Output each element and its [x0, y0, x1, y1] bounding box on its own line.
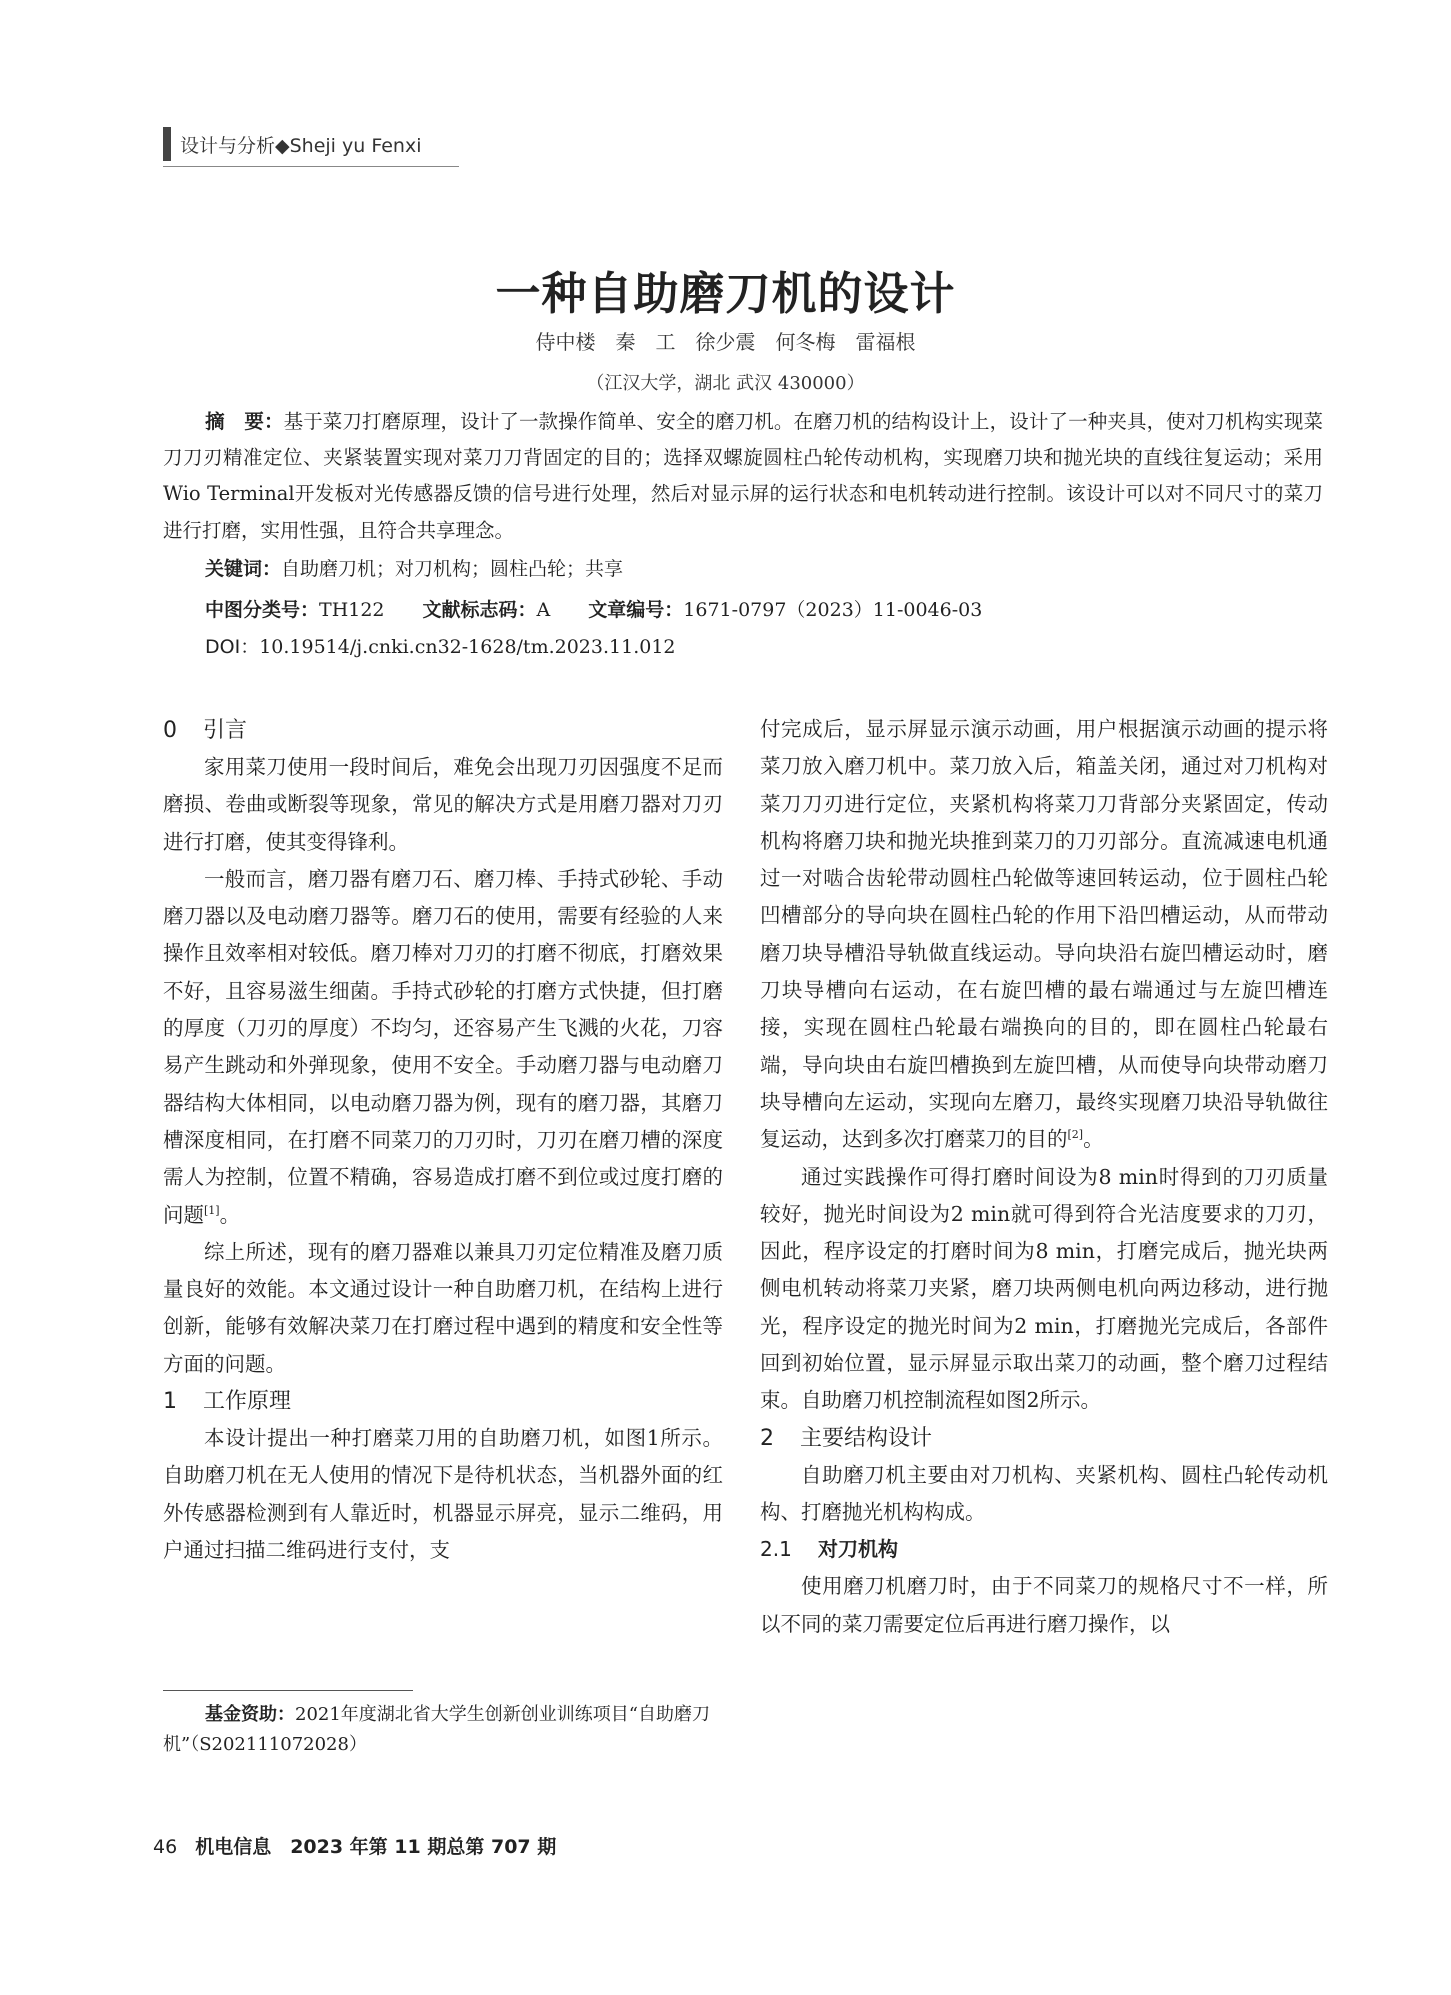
footnote-rule: [163, 1690, 413, 1691]
paragraph: 一般而言，磨刀器有磨刀石、磨刀棒、手持式砂轮、手动磨刀器以及电动磨刀器等。磨刀石的使用，需要有经验的人来操作且效率相对较低。磨刀棒对刀刃的打磨不彻底，打磨效果不好，且容易滋生细菌。手持式砂轮的打磨方式快捷，但打磨的厚度（刀刃的厚度）不均匀，还容易产生飞溅的火花，刀容易产生跳动和外弹现象，使用不安全。手动磨刀器与电动磨刀器结构大体相同，以电动磨刀器为例，现有的磨刀器，其磨刀槽深度相同，在打磨不同菜刀的刀刃时，刀刃在磨刀槽的深度需人为控制，位置不精确，容易造成打磨不到位或过度打磨的问题[1]。: [163, 866, 723, 1227]
footnote: [163, 1700, 728, 1760]
section-heading-0: 0 引言: [163, 718, 248, 743]
article-no-label: 文章编号：: [588, 599, 684, 621]
subsection-heading-2-1: 2.1 对刀机构: [760, 1537, 898, 1562]
header-accent-bar: [163, 127, 171, 161]
paragraph: 本设计提出一种打磨菜刀用的自助磨刀机，如图1所示。自助磨刀机在无人使用的情况下是待机状态，当机器外面的红外传感器检测到有人靠近时，机器显示屏亮，显示二维码，用户通过扫描二维码进行支付，支: [163, 1426, 723, 1562]
doc-code-label: 文献标志码：: [422, 599, 537, 621]
paragraph: 自助磨刀机主要由对刀机构、夹紧机构、圆柱凸轮传动机构、打磨抛光机构构成。: [760, 1462, 1328, 1524]
paragraph: 家用菜刀使用一段时间后，难免会出现刀刃因强度不足而磨损、卷曲或断裂等现象，常见的解决方式是用磨刀器对刀刃进行打磨，使其变得锋利。: [163, 755, 723, 854]
left-column: [163, 712, 723, 1569]
keywords-label: 关键词：: [205, 558, 282, 580]
paragraph: 综上所述，现有的磨刀器难以兼具刀刃定位精准及磨刀质量良好的效能。本文通过设计一种自助磨刀机，在结构上进行创新，能够有效解决菜刀在打磨过程中遇到的精度和安全性等方面的问题。: [163, 1239, 723, 1376]
doi-line: [205, 632, 676, 659]
journal-issue: 机电信息 2023 年第 11 期总第 707 期: [195, 1836, 557, 1858]
paragraph: 使用磨刀机磨刀时，由于不同菜刀的规格尺寸不一样，所以不同的菜刀需要定位后再进行磨刀操作，以: [760, 1574, 1328, 1636]
header-rule: [163, 166, 459, 167]
section-heading-1: 1 工作原理: [163, 1389, 292, 1415]
citation: [1]: [204, 1203, 220, 1217]
page-number: 46: [153, 1836, 178, 1858]
paragraph-continued: 付完成后，显示屏显示演示动画，用户根据演示动画的提示将菜刀放入磨刀机中。菜刀放入后，箱盖关闭，通过对刀机构对菜刀刀刃进行定位，夹紧机构将菜刀刀背部分夹紧固定，传动机构将磨刀块和抛光块推到菜刀的刀刃部分。直流减速电机通过一对啮合齿轮带动圆柱凸轮做等速回转运动，位于圆柱凸轮凹槽部分的导向块在圆柱凸轮的作用下沿凹槽运动，从而带动磨刀块导槽沿导轨做直线运动。导向块沿右旋凹槽运动时，磨刀块导槽向右运动，在右旋凹槽的最右端通过与左旋凹槽连接，实现在圆柱凸轮最右端换向的目的，即在圆柱凸轮最右端，导向块由右旋凹槽换到左旋凹槽，从而使导向块带动磨刀块导槽向左运动，实现向左磨刀，最终实现磨刀块沿导轨做往复运动，达到多次打磨菜刀的目的[2]。: [760, 717, 1328, 1152]
abstract-text: 基于菜刀打磨原理，设计了一款操作简单、安全的磨刀机。在磨刀机的结构设计上，设计了一种夹具，使对刀机构实现菜刀刀刃精准定位、夹紧装置实现对菜刀刀背固定的目的；选择双螺旋圆柱凸轮传动机构，实现磨刀块和抛光块的直线往复运动；采用Wio Terminal开发板对光传感器反馈的信号进行处理，然后对显示屏的运行状态和电机转动进行控制。该设计可以对不同尺寸的菜刀进行打磨，实用性强，且符合共享理念。: [163, 410, 1323, 542]
clc-label: 中图分类号：: [205, 599, 320, 621]
citation: [2]: [1067, 1128, 1084, 1142]
abstract: [163, 404, 1323, 549]
keywords: [205, 554, 623, 581]
right-column: [760, 711, 1328, 1643]
clc-value: TH122: [319, 599, 385, 621]
section-heading-2: 2 主要结构设计: [760, 1425, 933, 1451]
footnote-text: 2021年度湖北省大学生创新创业训练项目“自助磨刀机”（S202111072028）: [163, 1704, 711, 1755]
footnote-label: 基金资助：: [205, 1704, 295, 1725]
doc-code-value: A: [536, 599, 551, 621]
article-no-value: 1671-0797（2023）11-0046-03: [683, 599, 983, 621]
affiliation: （江汉大学，湖北 武汉 430000）: [586, 373, 865, 394]
doi-label: DOI：: [205, 636, 260, 658]
abstract-label: 摘 要：: [205, 410, 284, 433]
page-footer: [153, 1832, 556, 1859]
keywords-text: 自助磨刀机；对刀机构；圆柱凸轮；共享: [281, 558, 624, 580]
author-list: 侍中楼 秦 工 徐少震 何冬梅 雷福根: [535, 330, 916, 354]
paragraph: 通过实践操作可得打磨时间设为8 min时得到的刀刃质量较好，抛光时间设为2 min就可得到符合光洁度要求的刀刃，因此，程序设定的打磨时间为8 min，打磨完成后，抛光块两侧电机转动将菜刀夹紧，磨刀块两侧电机向两边移动，进行抛光，程序设定的抛光时间为2 min，打磨抛光完成后，各部件回到初始位置，显示屏显示取出菜刀的动画，整个磨刀过程结束。自助磨刀机控制流程如图2所示。: [760, 1164, 1328, 1413]
classification-line: [205, 595, 982, 622]
paper-title: 一种自助磨刀机的设计: [495, 267, 956, 320]
doi-value: 10.19514/j.cnki.cn32-1628/tm.2023.11.012: [259, 636, 676, 658]
section-header: 设计与分析◆Sheji yu Fenxi: [180, 135, 422, 157]
